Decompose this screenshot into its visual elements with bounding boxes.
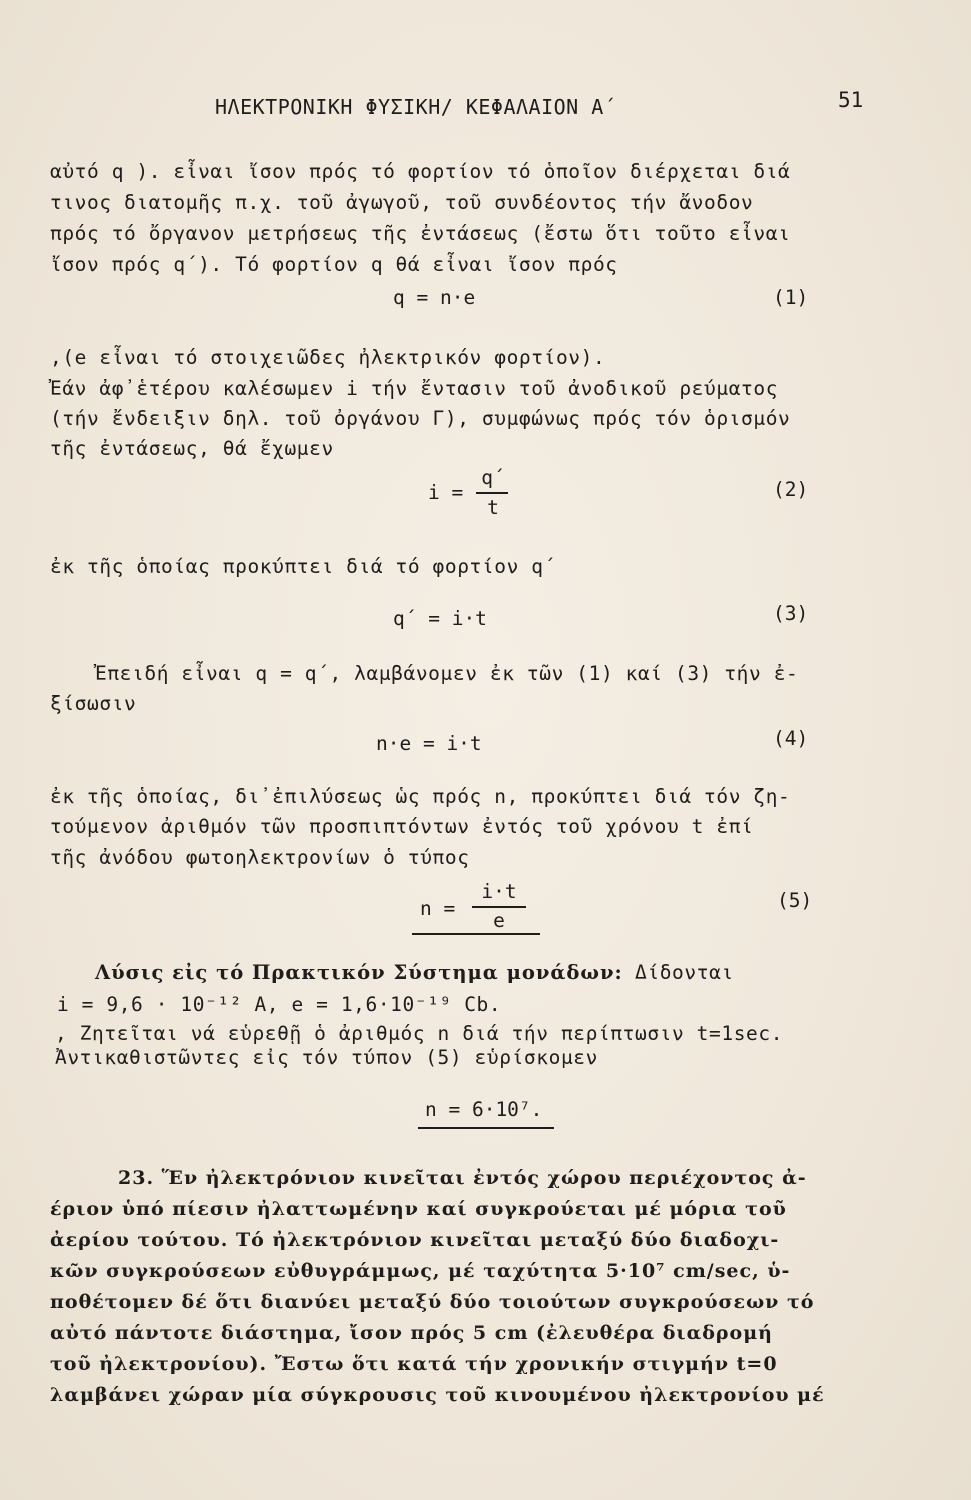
text-line: πρός τό ὄργανον μετρήσεως τῆς ἐντάσεως (ἔστω ὅτι τοῦτο εἶναι	[50, 222, 791, 245]
equation-number-3: (3)	[773, 602, 809, 625]
text-line: τῆς ἐντάσεως, θά ἔχωμεν	[50, 437, 334, 460]
equation-underline	[412, 933, 540, 935]
running-header: ΗΛΕΚΤΡΟΝΙΚΗ ΦΥΣΙΚΗ/ ΚΕΦΑΛΑΙΟΝ Α΄	[215, 95, 617, 119]
equation-number-5: (5)	[777, 889, 813, 912]
text-line: Ἀντικαθιστῶντες εἰς τόν τύπον (5) εὑρίσκομεν	[55, 1046, 598, 1069]
problem-line: αὐτό πάντοτε διάστημα, ἴσον πρός 5 cm (ἐλευθέρα διαδρομή	[50, 1322, 773, 1344]
text-line: τῆς ἀνόδου φωτοηλεκτρονίων ὁ τύπος	[50, 846, 470, 869]
text-line: αὐτό q ). εἶναι ἴσον πρός τό φορτίον τό ὁποῖον διέρχεται διά	[50, 160, 791, 183]
solution-heading-tail: Δίδονται	[622, 961, 734, 984]
equation-2-numerator: q΄	[481, 466, 505, 489]
equation-5-denominator: e	[493, 909, 505, 932]
result-equation: n = 6·10⁷.	[425, 1098, 543, 1121]
problem-line: κῶν συγκρούσεων εὐθυγράμμως, μέ ταχύτητα 5·10⁷ cm/sec, ὑ-	[50, 1260, 791, 1282]
equation-1: q = n·e	[393, 286, 476, 309]
equation-number-2: (2)	[773, 478, 809, 501]
equation-2-lhs: i =	[428, 481, 464, 504]
equation-2-denominator: t	[487, 496, 499, 519]
equation-number-1: (1)	[773, 286, 809, 309]
page-number: 51	[838, 88, 864, 112]
text-line: Ἐπειδή εἶναι q = q΄, λαμβάνομεν ἐκ τῶν (1) καί (3) τήν ἐ-	[95, 662, 799, 685]
equation-3: q΄ = i·t	[393, 607, 487, 630]
problem-line: ποθέτομεν δέ ὅτι διανύει μεταξύ δύο τοιούτων συγκρούσεων τό	[50, 1291, 815, 1313]
problem-line: έριον ὑπό πίεσιν ἠλαττωμένην καί συγκρούεται μέ μόρια τοῦ	[50, 1198, 787, 1220]
problem-line: 23. Ἕν ἠλεκτρόνιον κινεῖται ἐντός χώρου περιέχοντος ἀ-	[118, 1167, 807, 1189]
text-line: Ἐάν ἀφ᾽ἑτέρου καλέσωμεν i τήν ἔντασιν τοῦ ἀνοδικοῦ ρεύματος	[50, 377, 779, 400]
text-line: τινος διατομῆς π.χ. τοῦ ἀγωγοῦ, τοῦ συνδέοντος τήν ἄνοδον	[50, 191, 754, 214]
text-line: , Ζητεῖται νά εὑρεθῇ ὁ ἀριθμός n διά τήν περίπτωσιν t=1sec.	[55, 1022, 784, 1045]
text-line: τούμενον ἀριθμόν τῶν προσπιπτόντων ἐντός τοῦ χρόνου t ἐπί	[50, 815, 754, 838]
given-values: i = 9,6 · 10⁻¹² A, e = 1,6·10⁻¹⁹ Cb.	[57, 993, 502, 1016]
problem-line: τοῦ ἠλεκτρονίου). Ἔστω ὅτι κατά τήν χρονικήν στιγμήν t=0	[50, 1353, 778, 1375]
equation-number-4: (4)	[773, 727, 809, 750]
problem-line: λαμβάνει χώραν μία σύγκρουσις τοῦ κινουμένου ἠλεκτρονίου μέ	[50, 1384, 825, 1406]
solution-heading: Λύσις εἰς τό Πρακτικόν Σύστημα μονάδων:	[95, 961, 623, 984]
solution-heading-line	[95, 961, 734, 984]
equation-4: n·e = i·t	[376, 732, 482, 755]
result-underline	[418, 1127, 554, 1129]
problem-line: ἀερίου τούτου. Τό ἠλεκτρόνιον κινεῖται μεταξύ δύο διαδοχι-	[50, 1229, 780, 1251]
text-line: ,(e εἶναι τό στοιχειῶδες ἠλεκτρικόν φορτίον).	[50, 346, 606, 369]
equation-5-lhs: n =	[420, 897, 456, 920]
equation-5-numerator: i·t	[481, 880, 517, 903]
text-line: ἐκ τῆς ὁποίας προκύπτει διά τό φορτίον q΄	[50, 555, 556, 578]
fraction-bar	[472, 906, 526, 908]
text-line: ξίσωσιν	[50, 692, 137, 715]
fraction-bar	[476, 492, 508, 494]
text-line: ἐκ τῆς ὁποίας, δι᾽ἐπιλύσεως ὡς πρός n, προκύπτει διά τόν ζη-	[50, 785, 791, 808]
text-line: (τήν ἔνδειξιν δηλ. τοῦ ὀργάνου Γ), συμφώνως πρός τόν ὁρισμόν	[50, 407, 791, 430]
text-line: ἴσον πρός q΄). Τό φορτίον q θά εἶναι ἴσον πρός	[50, 253, 618, 276]
